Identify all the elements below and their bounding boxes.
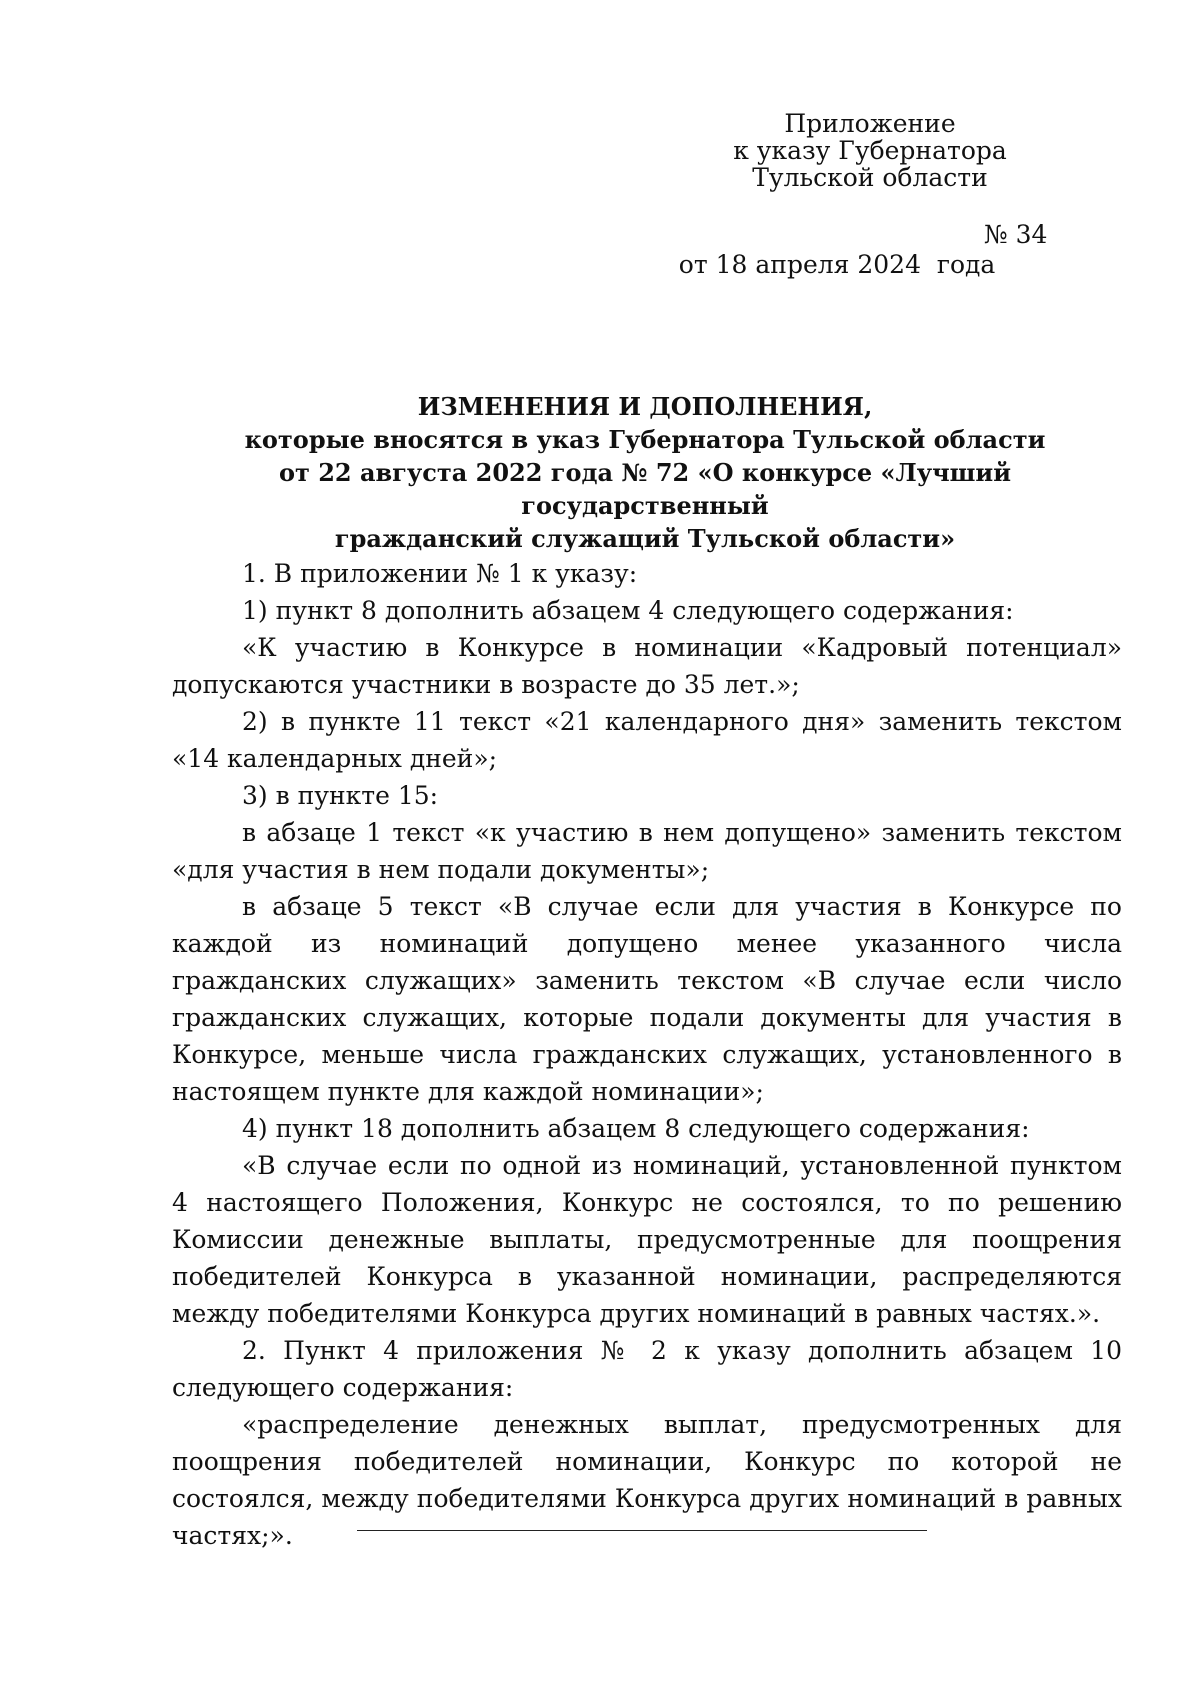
appendix-line-1: Приложение — [784, 109, 956, 138]
paragraph-6: в абзаце 1 текст «к участию в нем допущено» заменить текстом «для участия в нем подали документы»; — [172, 818, 1122, 884]
appendix-line-2: к указу Губернатора — [733, 136, 1007, 165]
paragraph-4: 2) в пункте 11 текст «21 календарного дня» заменить текстом «14 календарных дней»; — [172, 707, 1122, 773]
title-line-1: ИЗМЕНЕНИЯ И ДОПОЛНЕНИЯ, — [417, 392, 873, 421]
title-line-2: которые вносятся в указ Губернатора Тульской области — [244, 425, 1046, 454]
paragraph-9: «В случае если по одной из номинаций, установленной пунктом 4 настоящего Положения, Конкурс не состоялся, то по решению Комиссии денежные выплаты, предусмотренные для поощрения победителей Конкурса в указанной номинации, распределяются между победителями Конкурса других номинаций в равных частях.». — [172, 1151, 1122, 1328]
paragraph-11: «распределение денежных выплат, предусмотренных для поощрения победителей номинации, Конкурс по которой не состоялся, между победителями Конкурса других номинаций в равных частях;». — [172, 1410, 1122, 1550]
appendix-header — [720, 110, 1020, 191]
paragraph-7: в абзаце 5 текст «В случае если для участия в Конкурсе по каждой из номинаций допущено менее указанного числа гражданских служащих» заменить текстом «В случае если число гражданских служащих, которые подали документы для участия в Конкурсе, меньше числа гражданских служащих, установленного в настоящем пункте для каждой номинации»; — [172, 892, 1122, 1106]
decree-number: № 34 — [984, 220, 1048, 249]
document-body — [172, 555, 1122, 1554]
document-title — [170, 390, 1120, 555]
decree-date: от 18 апреля 2024 года — [678, 250, 996, 279]
paragraph-1: 1. В приложении № 1 к указу: — [242, 559, 638, 588]
decree-date-line — [647, 220, 1048, 340]
title-line-4: гражданский служащий Тульской области» — [334, 524, 956, 553]
paragraph-2: 1) пункт 8 дополнить абзацем 4 следующего содержания: — [242, 596, 1014, 625]
paragraph-5: 3) в пункте 15: — [242, 781, 439, 810]
appendix-line-3: Тульской области — [752, 163, 988, 192]
paragraph-10: 2. Пункт 4 приложения № 2 к указу дополнить абзацем 10 следующего содержания: — [172, 1336, 1122, 1402]
end-divider — [357, 1530, 927, 1531]
title-line-3: от 22 августа 2022 года № 72 «О конкурсе «Лучший государственный — [278, 458, 1012, 520]
paragraph-3: «К участию в Конкурсе в номинации «Кадровый потенциал» допускаются участники в возрасте до 35 лет.»; — [172, 633, 1122, 699]
paragraph-8: 4) пункт 18 дополнить абзацем 8 следующего содержания: — [242, 1114, 1030, 1143]
